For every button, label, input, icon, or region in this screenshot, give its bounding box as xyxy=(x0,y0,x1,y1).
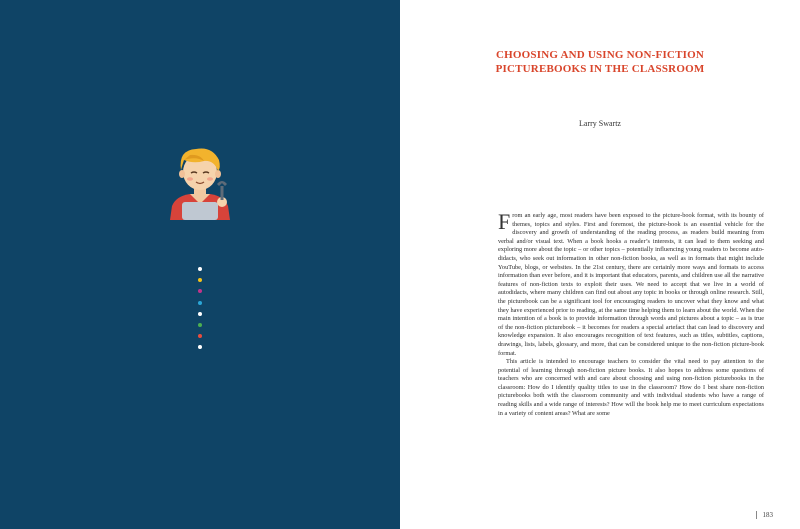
paragraph-1 xyxy=(498,209,764,358)
paragraph-2: This article is intended to encourage teachers to consider the vital need to pay attention to the potential of learning through non-fiction picture books. It also hopes to address some questions of teachers who are concerned with and care about choosing and using non-fiction picturebooks in the classroom: How do I identify quality titles to use in the classroom? How do I best share non-fiction picturebooks both with the classroom community and with individual students who have a range of reading skills and a wide range of interests? How will the book help me to meet curriculum expectations in a variety of content areas? What are some xyxy=(498,358,764,417)
title-line-2: PICTUREBOOKS IN THE CLASSROOM xyxy=(495,63,705,75)
dot-3 xyxy=(198,289,202,293)
decorative-dots xyxy=(198,267,204,357)
article-title xyxy=(420,48,780,76)
dot-7 xyxy=(198,334,202,338)
dot-5 xyxy=(198,312,202,316)
page-number: 183 xyxy=(756,511,774,519)
right-page-article xyxy=(400,0,800,529)
author-name: Larry Swartz xyxy=(579,119,621,128)
drop-cap: F xyxy=(498,209,511,234)
dot-6 xyxy=(198,323,202,327)
dot-8 xyxy=(198,345,202,349)
paragraph-1-text: rom an early age, most readers have been exposed to the picture-book format, with its bounty of themes, topics and styles. First and foremost, the picture-book is an essential vehicle for the discovery and growth of understanding of the reading process, as readers build meaning from verbal and/or visual text. When a book hooks a reader’s interests, it can lead to them seeking and exploring more about the topic – or other topics – potentially influencing young readers to become auto-didacts, who seek out information in other non-fiction books, as well as in formats that might include YouTube, blogs, or websites. In the 21st century, there are certainly more ways and formats to access information than ever before, and it is important that educators, parents, and children use all the narrative features of non-fiction texts to exploit their uses. We need to accept that we live in a world of autodidacts, where many children can find out about any topic in books or through online research. Still, the picturebook can be a significant tool for encouraging readers to uncover what they know and what they have experienced prior to reading, at the same time helping them to learn about the world. When the main intention of a book is to provide information through words and pictures about a topic – as is true of the non-fiction picturebook – it becomes for readers a special artefact that can lead to discovery and knowledge expansion. It also encourages recognition of text features, such as titles, subtitles, captions, drawings, lists, labels, glossary, and more, that can be considered unique to the non-fiction picture-book format. xyxy=(498,212,764,357)
dot-1 xyxy=(198,267,202,271)
dot-2 xyxy=(198,278,202,282)
boy-with-wrench-icon xyxy=(160,140,240,220)
article-body xyxy=(498,209,764,418)
dot-4 xyxy=(198,301,202,305)
title-line-1: CHOOSING AND USING NON-FICTION xyxy=(496,49,704,61)
